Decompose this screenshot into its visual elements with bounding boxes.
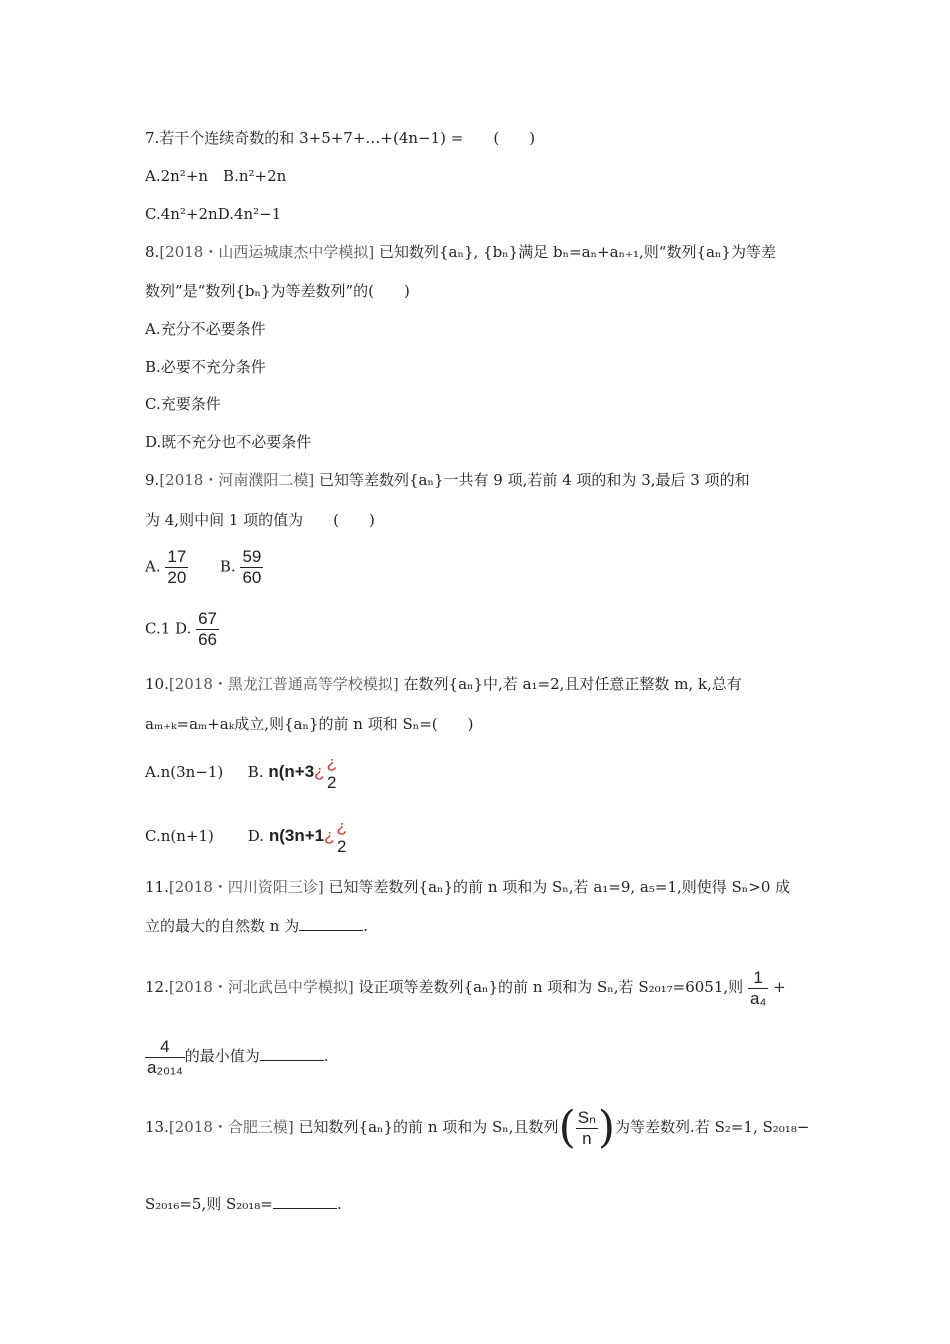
q11-number: 11. bbox=[145, 878, 169, 896]
q10-option-d-fraction bbox=[335, 817, 349, 857]
q10-option-c: C.n(n+1) bbox=[145, 827, 214, 845]
q9-number: 9. bbox=[145, 471, 160, 489]
q12-source: [2018・河北武邑中学模拟] bbox=[168, 978, 354, 996]
q9-options-ab bbox=[145, 547, 263, 588]
q12-plus: + bbox=[773, 978, 786, 996]
q13-answer-blank[interactable] bbox=[273, 1194, 337, 1209]
q9-a-numerator: 17 bbox=[167, 547, 187, 566]
q9-d-denominator: 66 bbox=[198, 630, 218, 649]
q10-stem-1: 在数列{aₙ}中,若 a₁=2,且对任意正整数 m, k,总有 bbox=[403, 675, 742, 693]
q13-source: [2018・合肥三模] bbox=[168, 1118, 294, 1136]
q12-line-2 bbox=[145, 1034, 329, 1078]
q12-fraction-1 bbox=[748, 968, 768, 1009]
q8-source: [2018・山西运城康杰中学模拟] bbox=[159, 243, 375, 261]
q10-option-b-fraction bbox=[325, 753, 339, 793]
q11-line-1 bbox=[145, 877, 790, 897]
q12-f2-denominator: a₂₀₁₄ bbox=[147, 1057, 183, 1077]
q9-option-b-label: B. bbox=[219, 557, 236, 576]
q9-source: [2018・河南濮阳二模] bbox=[159, 471, 315, 489]
q7-options-cd: C.4n²+2nD.4n²−1 bbox=[145, 205, 282, 223]
q9-option-d-fraction bbox=[196, 609, 219, 650]
q9-b-numerator: 59 bbox=[242, 547, 262, 566]
q10-number: 10. bbox=[145, 675, 169, 693]
q10-option-d-label: D. bbox=[247, 827, 265, 845]
q10-source: [2018・黑龙江普通高等学校模拟] bbox=[168, 675, 399, 693]
q12-f2-numerator: 4 bbox=[145, 1037, 185, 1058]
q10-options-cd bbox=[145, 817, 349, 857]
q8-line-2: 数列”是“数列{bₙ}为等差数列”的( ) bbox=[145, 282, 410, 300]
q11-source: [2018・四川资阳三诊] bbox=[168, 878, 324, 896]
q9-d-numerator: 67 bbox=[198, 609, 218, 628]
q12-fraction-2 bbox=[145, 1037, 185, 1078]
q9-stem-1: 已知等差数列{aₙ}一共有 9 项,若前 4 项的和为 3,最后 3 项的和 bbox=[318, 471, 750, 489]
q11-answer-blank[interactable] bbox=[299, 916, 363, 931]
q7-options-ab: A.2n²+n B.n²+2n bbox=[145, 167, 287, 185]
q8-option-c: C.充要条件 bbox=[145, 395, 221, 413]
q13-number: 13. bbox=[145, 1118, 169, 1136]
q10-option-a: A.n(3n−1) bbox=[145, 763, 224, 781]
q12-line-1 bbox=[145, 957, 786, 1017]
q10-option-b-mark: ¿ bbox=[314, 762, 325, 781]
q13-stem-1: 已知数列{aₙ}的前 n 项和为 Sₙ,且数列 bbox=[298, 1118, 559, 1136]
q9-option-c: C.1 bbox=[145, 619, 171, 638]
q10-option-d-mark: ¿ bbox=[324, 826, 335, 845]
q9-line-2: 为 4,则中间 1 项的值为 ( ) bbox=[145, 511, 375, 529]
q13-line-1 bbox=[145, 1102, 810, 1153]
q9-line-1 bbox=[145, 470, 750, 490]
q10-options-ab bbox=[145, 753, 339, 793]
q9-b-denominator: 60 bbox=[242, 568, 262, 587]
q8-option-b: B.必要不充分条件 bbox=[145, 358, 266, 376]
q10-option-d-expr: n(3n+1 bbox=[268, 826, 325, 845]
q11-stem-2: 立的最大的自然数 n 为 bbox=[145, 917, 300, 935]
q12-answer-blank[interactable] bbox=[260, 1046, 324, 1061]
q8-stem-1: 已知数列{aₙ}, {bₙ}满足 bₙ=aₙ+aₙ₊₁,则“数列{aₙ}为等差 bbox=[378, 243, 776, 261]
q12-number: 12. bbox=[145, 978, 169, 996]
q8-number: 8. bbox=[145, 243, 160, 261]
q9-options-cd bbox=[145, 609, 219, 650]
q10-option-b-expr: n(n+3 bbox=[268, 762, 315, 781]
q13-f-denominator: n bbox=[582, 1128, 592, 1148]
q8-option-a: A.充分不必要条件 bbox=[145, 320, 266, 338]
q8-line-1 bbox=[145, 242, 776, 262]
q10-line-2: aₘ₊ₖ=aₘ+aₖ成立,则{aₙ}的前 n 项和 Sₙ=( ) bbox=[145, 715, 474, 733]
q13-stem-2-end: . bbox=[336, 1195, 342, 1213]
q12-f1-denominator: a₄ bbox=[749, 988, 767, 1008]
q13-paren-right: ) bbox=[597, 1102, 616, 1153]
q10-d-denominator: 2 bbox=[336, 837, 347, 856]
q9-option-a-fraction bbox=[165, 547, 188, 588]
q10-b-numerator: ¿ bbox=[326, 753, 337, 772]
q12-stem-2-end: . bbox=[323, 1047, 329, 1065]
q9-option-a-label: A. bbox=[145, 557, 161, 576]
q12-stem-1: 设正项等差数列{aₙ}的前 n 项和为 Sₙ,若 S₂₀₁₇=6051,则 bbox=[358, 978, 744, 996]
q13-stem-1b: 为等差数列.若 S₂=1, S₂₀₁₈− bbox=[615, 1118, 810, 1136]
q10-d-numerator: ¿ bbox=[336, 817, 347, 836]
q12-stem-2: 的最小值为 bbox=[184, 1047, 260, 1065]
q11-stem-1: 已知等差数列{aₙ}的前 n 项和为 Sₙ,若 a₁=9, a₅=1,则使得 Sₙ>0 成 bbox=[328, 878, 791, 896]
q10-line-1 bbox=[145, 674, 742, 694]
q10-b-denominator: 2 bbox=[327, 773, 337, 792]
q9-option-d-label: D. bbox=[175, 619, 192, 638]
q9-option-b-fraction bbox=[240, 547, 263, 588]
q13-line-2 bbox=[145, 1194, 342, 1214]
q13-fraction bbox=[576, 1108, 598, 1149]
q11-stem-2-end: . bbox=[363, 917, 368, 935]
q10-option-b-label: B. bbox=[247, 763, 264, 781]
q13-f-numerator: Sₙ bbox=[577, 1107, 596, 1127]
q13-stem-2: S₂₀₁₆=5,则 S₂₀₁₈= bbox=[145, 1195, 273, 1213]
q13-paren-left: ( bbox=[558, 1102, 576, 1153]
q11-line-2 bbox=[145, 916, 368, 936]
q9-a-denominator: 20 bbox=[167, 568, 187, 587]
q12-f1-numerator: 1 bbox=[748, 968, 768, 989]
q8-option-d: D.既不充分也不必要条件 bbox=[145, 433, 312, 451]
q7-stem: 7.若干个连续奇数的和 3+5+7+…+(4n−1) = ( ) bbox=[145, 129, 536, 147]
